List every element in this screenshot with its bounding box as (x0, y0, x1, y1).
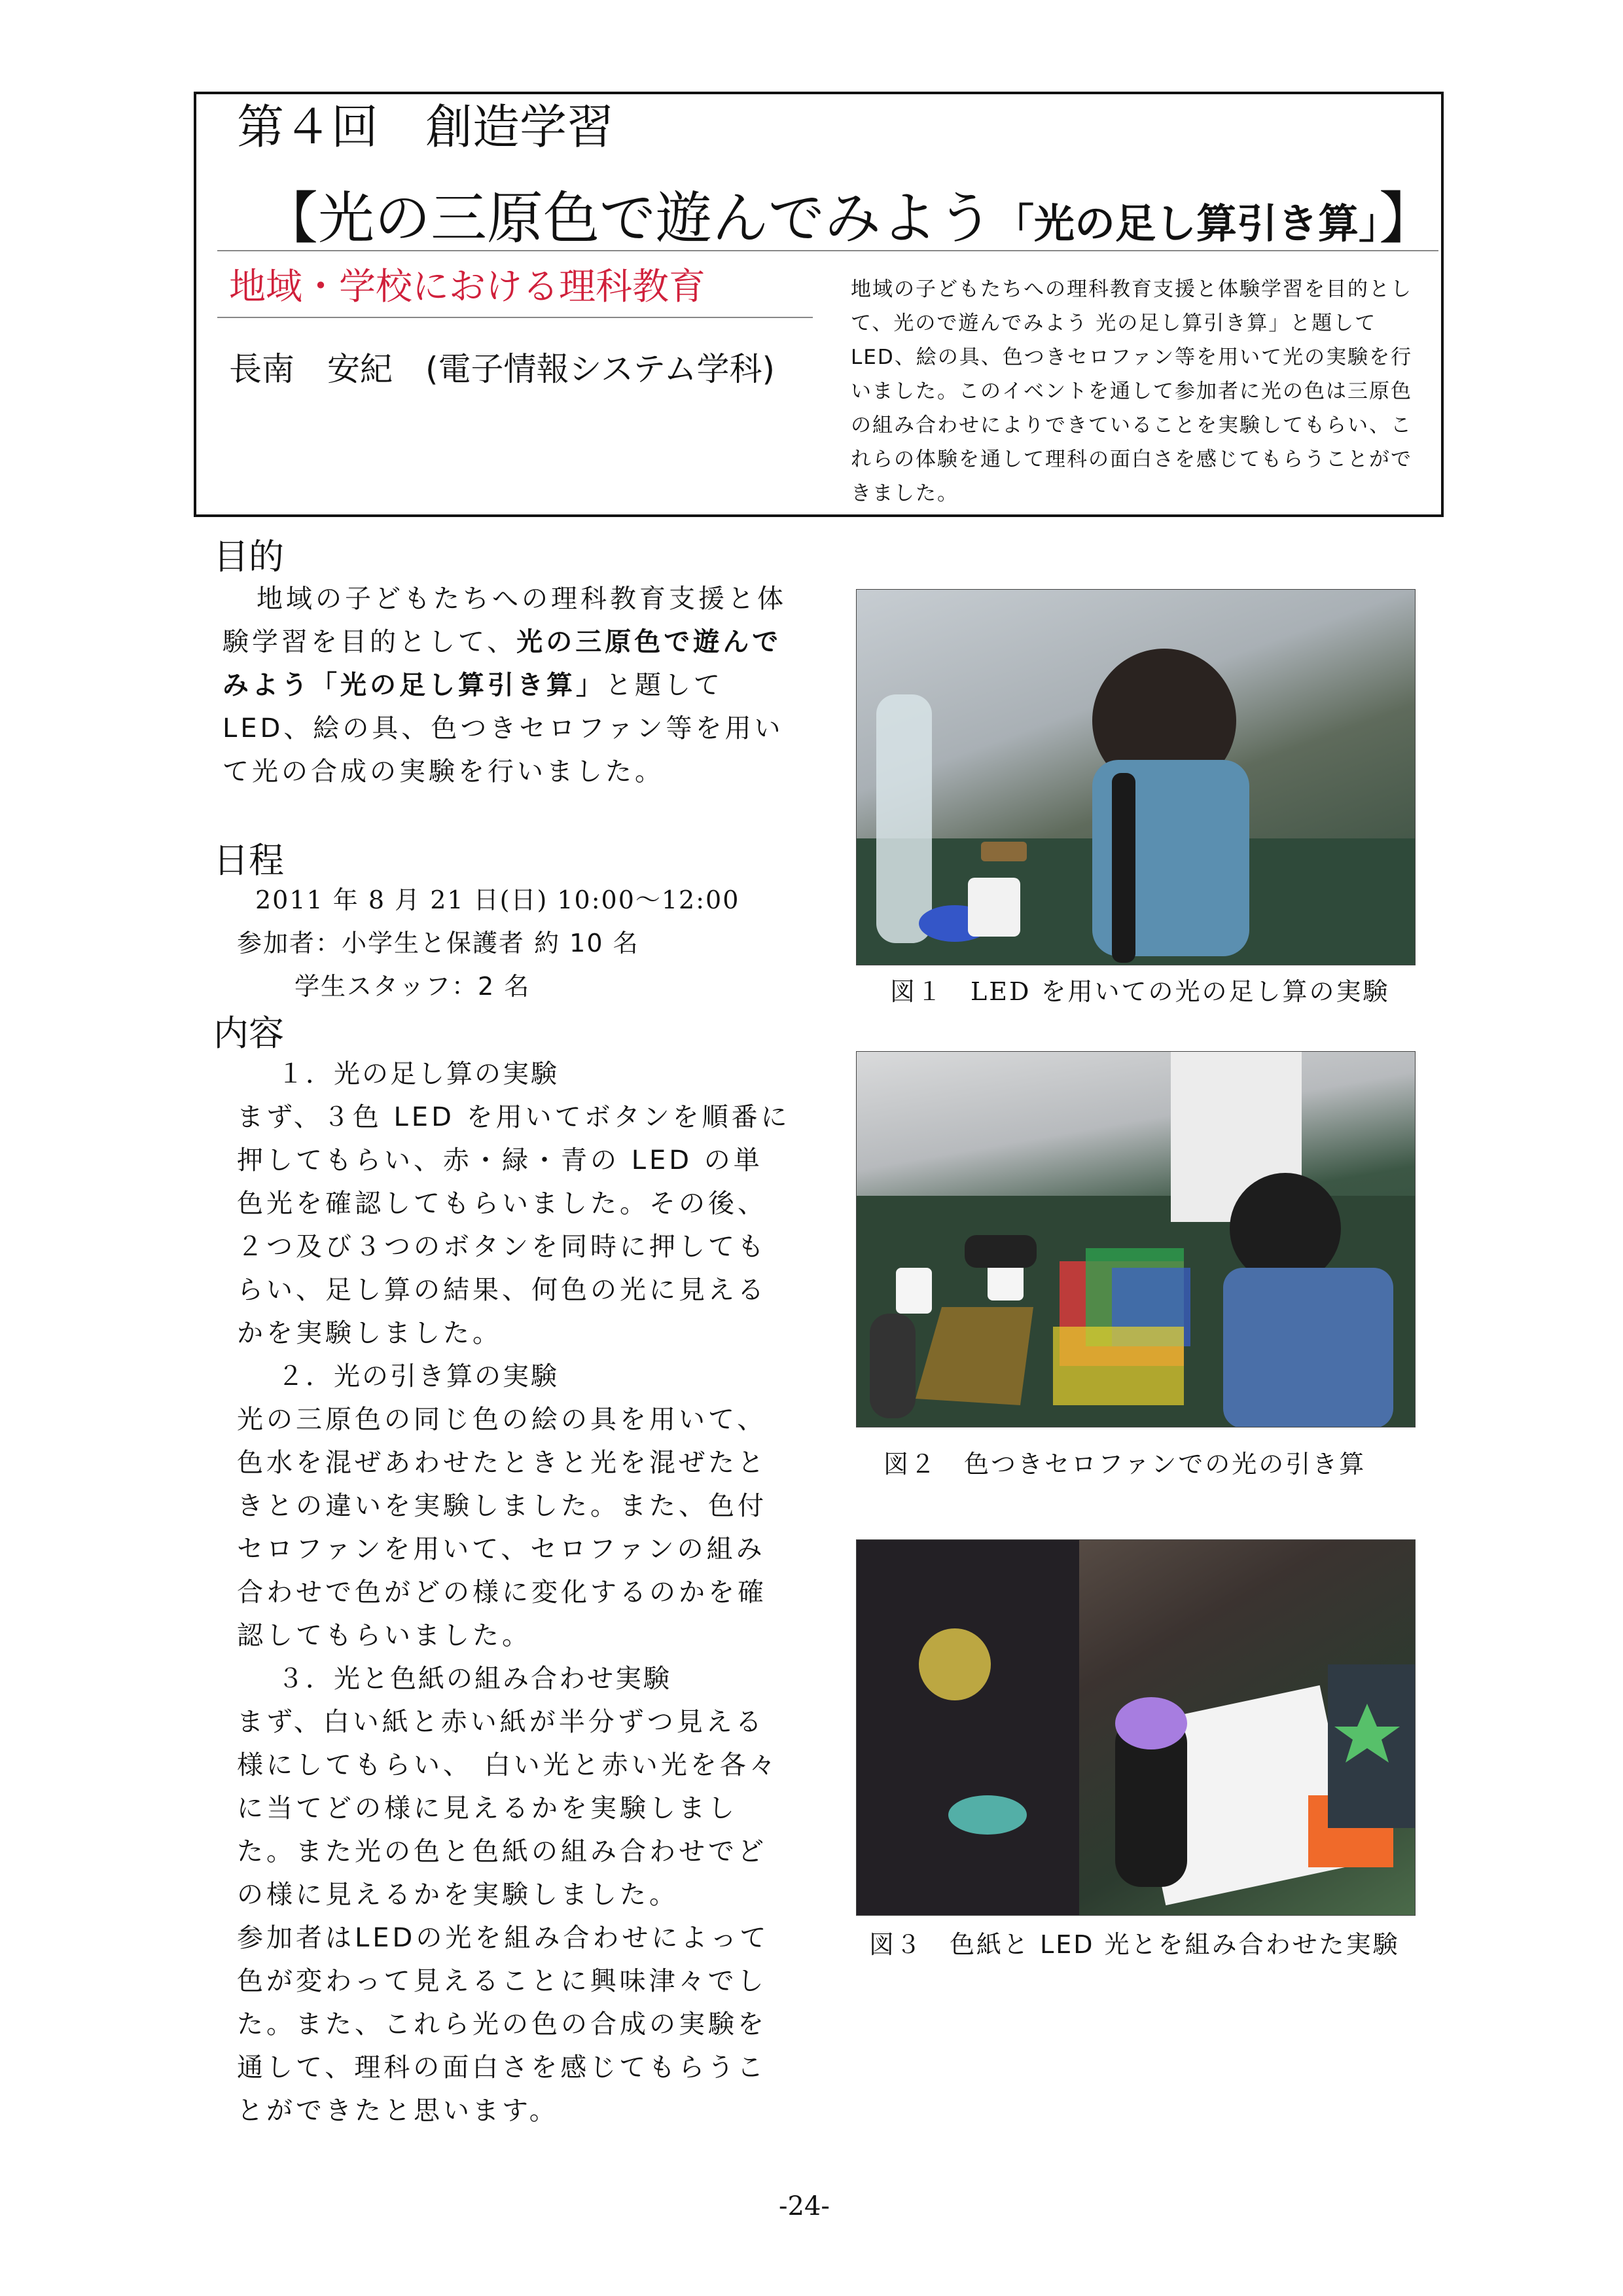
schedule-date: 2011 年 8 月 21 日(日) 10:00〜12:00 (255, 886, 740, 914)
schedule-participants: 参加者：小学生と保護者 約 10 名 (237, 929, 639, 958)
schedule-heading: 日程 (213, 840, 284, 881)
page-number: -24- (779, 2191, 830, 2221)
figure-2-illustration (857, 1052, 1416, 1427)
purpose-text (223, 577, 792, 793)
closing-text: 参加者はLEDの光を組み合わせによって色が変わって見えることに興味津々でした。また、これら光の色の合成の実験を通して、理科の面白さを感じてもらうことができたと思います。 (237, 1923, 770, 2126)
main-title (262, 173, 1435, 254)
figure-3-caption: 図３ 色紙と LED 光とを組み合わせた実験 (869, 1930, 1400, 1959)
purpose-heading: 目的 (213, 536, 284, 577)
purpose-text-part2: と題して LED、絵の具、色つきセロファン等を用いて光の合成の実験を行いました。 (223, 670, 784, 787)
item3-text: まず、白い紙と赤い紙が半分ずつ見える様にしてもらい、 白い光と赤い光を各々に当てどの様に見えるかを実験しました。また光の色と色紙の組み合わせでどの様に見えるかを実験しました。 (237, 1707, 779, 1910)
main-title-bracket: 】 (1379, 186, 1436, 251)
figure-1-illustration (857, 590, 1416, 965)
abstract-text: 地域の子どもたちへの理科教育支援と体験学習を目的として、光ので遊んでみよう 光の足し算引き算」と題して LED、絵の具、色つきセロファン等を用いて光の実験を行いました。このイベントを通して参加者に光の色は三原色の組み合わせによりできていることを実験してもらい、これらの体験を通して理科の面白さを感じてもらうことができました。 (851, 278, 1413, 505)
content-heading: 内容 (213, 1013, 284, 1054)
title-divider (217, 250, 1438, 251)
purpose-text-part1: 地域の子どもたちへの理科教育支援と体験学習を目的として、 (223, 584, 787, 657)
figure-3-photo (856, 1539, 1416, 1916)
category-label: 地域・学校における理科教育 (229, 266, 705, 308)
item1-title: １．光の足し算の実験 (277, 1059, 559, 1089)
content-block (237, 1052, 792, 2132)
category-divider (217, 317, 813, 318)
main-title-text: 【光の三原色で遊んでみよう (262, 186, 993, 251)
figure-2-caption: 図２ 色つきセロファンでの光の引き算 (883, 1450, 1366, 1479)
figure-3-illustration (857, 1540, 1416, 1916)
item2-title: ２．光の引き算の実験 (277, 1361, 559, 1391)
purpose-text-bold: 光の三原色で遊んでみよう「光の足し算引き算」 (223, 627, 782, 700)
item3-title: ３．光と色紙の組み合わせ実験 (277, 1664, 671, 1694)
lecture-title: 第４回 創造学習 (237, 99, 615, 154)
item2-text: 光の三原色の同じ色の絵の具を用いて、色水を混ぜあわせたときと光を混ぜたときとの違いを実験しました。また、色付セロファンを用いて、セロファンの組み合わせで色がどの様に変化するのかを確認してもらいました。 (237, 1405, 767, 1651)
figure-1-caption: 図１ LED を用いての光の足し算の実験 (890, 977, 1390, 1006)
figure-2-photo (856, 1051, 1416, 1427)
figure-1-photo (856, 589, 1416, 965)
header-box (194, 92, 1444, 517)
author-line: 長南 安紀 (電子情報システム学科) (229, 350, 776, 388)
schedule-staff: 学生スタッフ：2 名 (294, 972, 531, 1001)
main-title-subtitle: 「光の足し算引き算」 (993, 200, 1380, 247)
item1-text: まず、３色 LED を用いてボタンを順番に押してもらい、赤・緑・青の LED の単色光を確認してもらいました。その後、２つ及び３つのボタンを同時に押してもらい、足し算の結果、何色の光に見えるかを実験しました。 (237, 1102, 791, 1348)
